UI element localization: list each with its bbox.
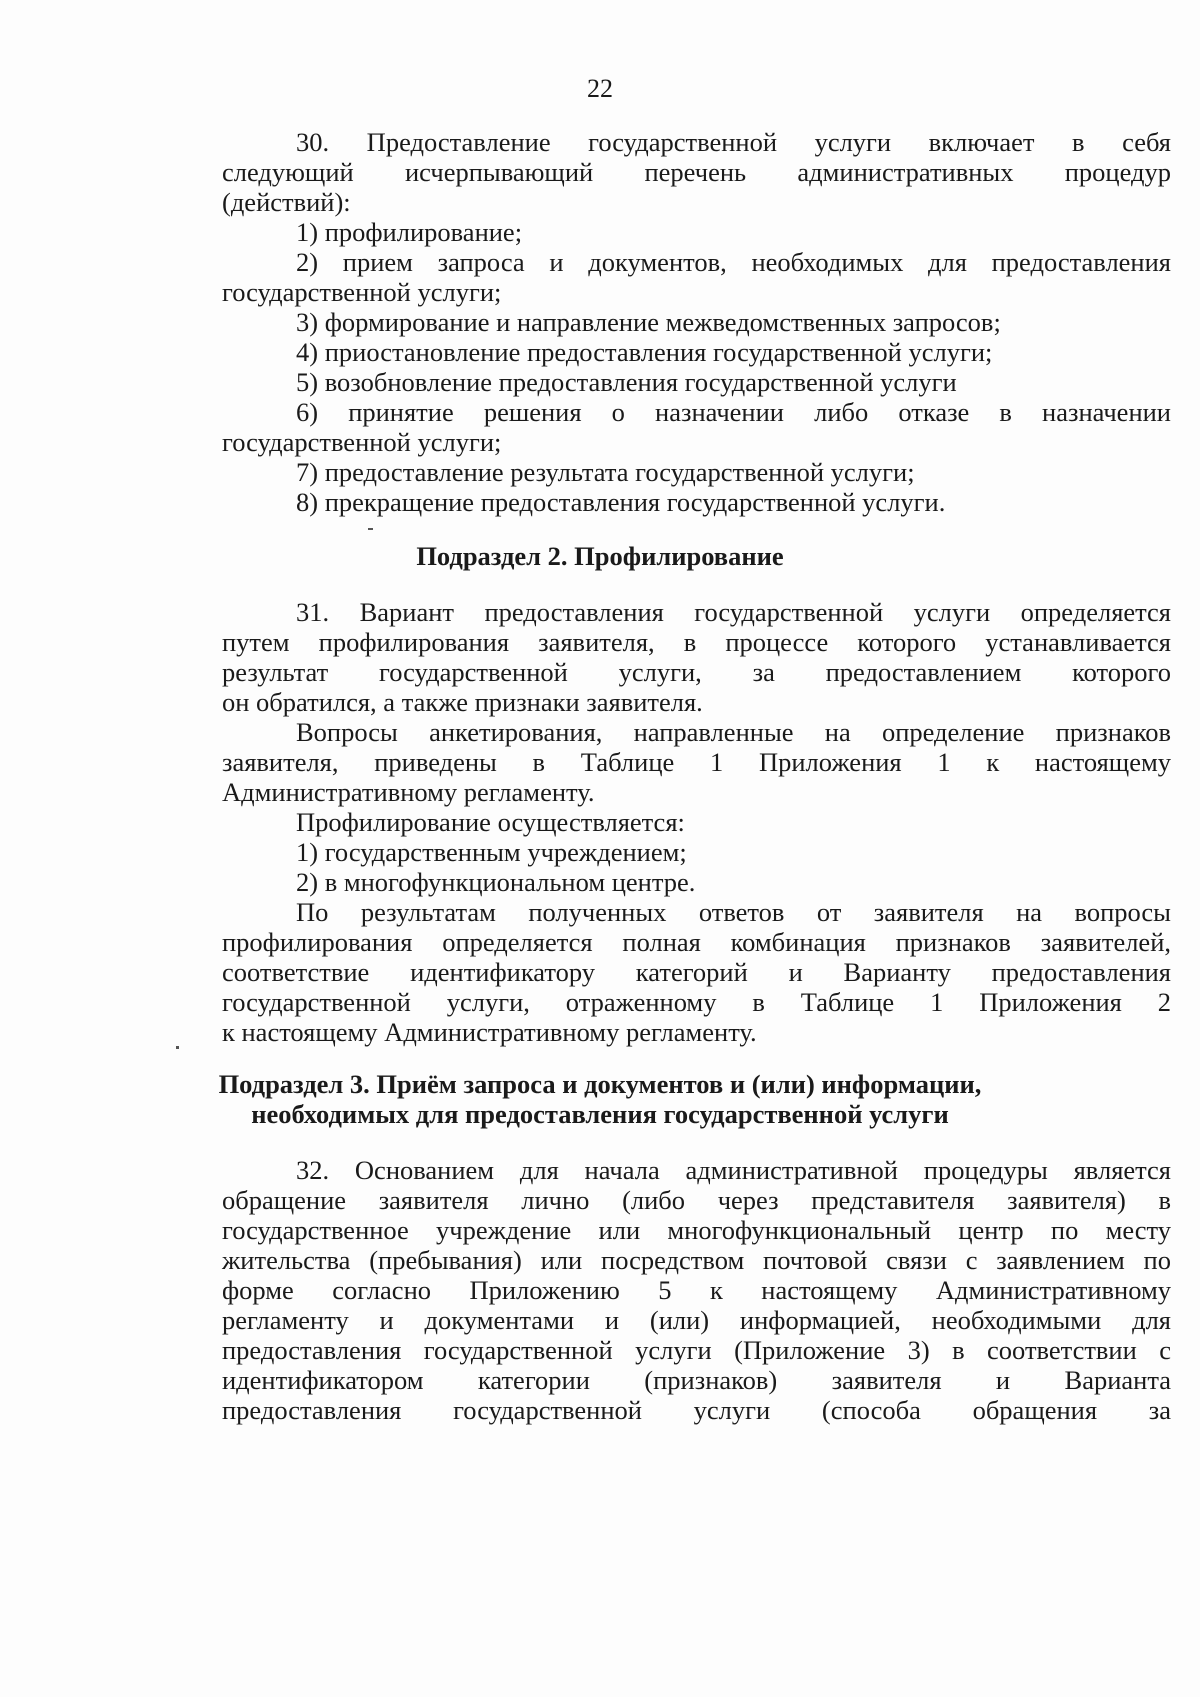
list-item: 8) прекращение предоставления государственной услуги. — [296, 487, 946, 517]
section-heading: Подраздел 2. Профилирование — [416, 541, 784, 571]
list-item: 5) возобновление предоставления государственной услуги — [296, 367, 957, 397]
text-line: государственной услуги, отраженному в Таблице 1 Приложения 2 — [222, 987, 1171, 1017]
scan-speck — [176, 1046, 179, 1049]
text-line: результат государственной услуги, за предоставлением которого — [222, 657, 1171, 687]
text-line: путем профилирования заявителя, в процессе которого устанавливается — [222, 627, 1171, 657]
list-item: 6) принятие решения о назначении либо отказе в назначении — [296, 397, 1171, 427]
text-line: Профилирование осуществляется: — [296, 807, 685, 837]
list-item: 1) государственным учреждением; — [296, 837, 687, 867]
list-item: 1) профилирование; — [296, 217, 523, 247]
section-heading: необходимых для предоставления государственной услуги — [251, 1099, 949, 1129]
text-line: Административному регламенту. — [222, 777, 595, 807]
text-line: По результатам полученных ответов от заявителя на вопросы — [296, 897, 1171, 927]
section-heading: Подраздел 3. Приём запроса и документов и (или) информации, — [218, 1069, 982, 1099]
text-line: обращение заявителя лично (либо через представителя заявителя) в — [222, 1185, 1171, 1215]
list-item: 2) прием запроса и документов, необходимых для предоставления — [296, 247, 1171, 277]
text-line: следующий исчерпывающий перечень административных процедур — [222, 157, 1171, 187]
text-line: регламенту и документами и (или) информацией, необходимыми для — [222, 1305, 1171, 1335]
text-line: он обратился, а также признаки заявителя. — [222, 687, 703, 717]
text-line: 32. Основанием для начала административной процедуры является — [296, 1155, 1171, 1185]
text-line: идентификатором категории (признаков) заявителя и Варианта — [222, 1365, 1171, 1395]
list-item: 3) формирование и направление межведомственных запросов; — [296, 307, 1001, 337]
text-line: Вопросы анкетирования, направленные на определение признаков — [296, 717, 1171, 747]
list-item: 2) в многофункциональном центре. — [296, 867, 696, 897]
text-line: 30. Предоставление государственной услуги включает в себя — [296, 127, 1171, 157]
text-line: государственной услуги; — [222, 277, 502, 307]
text-line: соответствие идентификатору категорий и Варианту предоставления — [222, 957, 1171, 987]
text-line: заявителя, приведены в Таблице 1 Приложения 1 к настоящему — [222, 747, 1171, 777]
text-line: жительства (пребывания) или посредством почтовой связи с заявлением по — [222, 1245, 1171, 1275]
page-number: 22 — [587, 74, 613, 103]
text-line: форме согласно Приложению 5 к настоящему Административному — [222, 1275, 1171, 1305]
text-line: 31. Вариант предоставления государственной услуги определяется — [296, 597, 1171, 627]
text-line: предоставления государственной услуги (Приложение 3) в соответствии с — [222, 1335, 1171, 1365]
text-line: государственное учреждение или многофункциональный центр по месту — [222, 1215, 1171, 1245]
text-line: к настоящему Административному регламенту. — [222, 1017, 757, 1047]
list-item: 4) приостановление предоставления государственной услуги; — [296, 337, 993, 367]
text-line: профилирования определяется полная комбинация признаков заявителей, — [222, 927, 1171, 957]
text-line: (действий): — [222, 187, 351, 217]
text-line: предоставления государственной услуги (способа обращения за — [222, 1395, 1171, 1425]
text-line: государственной услуги; — [222, 427, 502, 457]
list-item: 7) предоставление результата государственной услуги; — [296, 457, 915, 487]
scan-speck — [368, 528, 373, 530]
